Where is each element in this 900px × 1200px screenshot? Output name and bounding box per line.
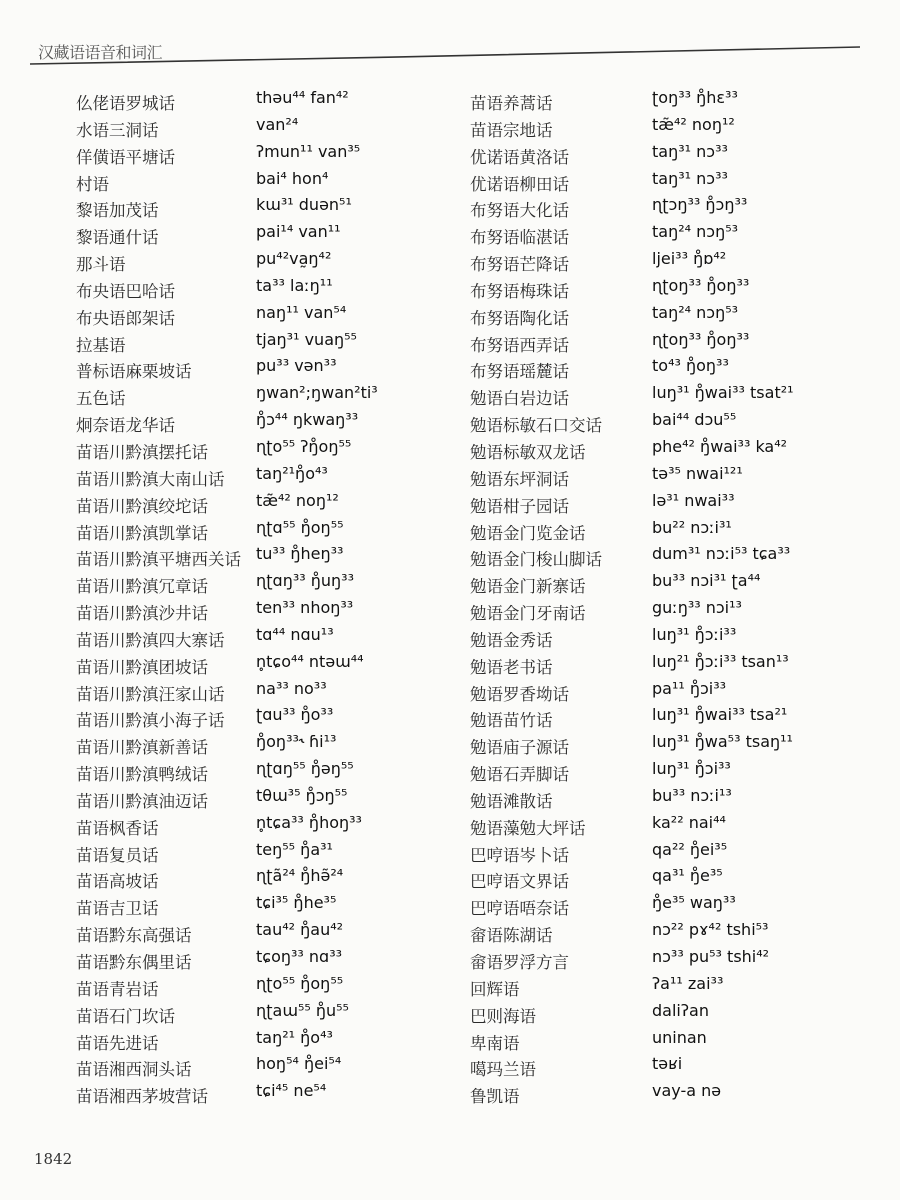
phonetic-form: ɳʈɑŋ⁵⁵ ŋ̊əŋ⁵⁵ <box>256 759 354 779</box>
language-name: 勉语柑子园话 <box>470 496 569 516</box>
phonetic-form: tæ̃⁴² noŋ¹² <box>256 490 339 510</box>
phonetic-form: ʈoŋ³³ ŋ̊hɛ³³ <box>652 88 738 107</box>
phonetic-form: ta³³ laːŋ¹¹ <box>256 275 333 295</box>
language-name: 苗语川黔滇摆托话 <box>76 442 208 462</box>
language-name: 炯奈语龙华话 <box>76 416 175 436</box>
phonetic-form: luŋ²¹ ŋ̊ɔːi³³ tsan¹³ <box>652 651 789 671</box>
language-name: 苗语川黔滇冗章话 <box>76 577 208 597</box>
phonetic-form: tjaŋ³¹ vuaŋ⁵⁵ <box>256 329 357 349</box>
phonetic-form: luŋ³¹ ŋ̊ɔi³³ <box>652 759 731 779</box>
language-name: 卑南语 <box>470 1033 520 1053</box>
language-name: 布央语巴哈话 <box>76 281 175 301</box>
language-name: 苗语川黔滇新善话 <box>76 738 208 758</box>
language-name: 布努语临湛话 <box>470 228 569 248</box>
phonetic-form: van²⁴ <box>256 114 299 134</box>
language-name: 鲁凯语 <box>470 1087 520 1107</box>
language-name: 苗语湘西茅坡营话 <box>76 1087 208 1107</box>
language-name: 布努语大化话 <box>470 201 569 221</box>
phonetic-form: naŋ¹¹ van⁵⁴ <box>256 302 347 322</box>
phonetic-form: bai⁴⁴ dɔu⁵⁵ <box>652 410 737 430</box>
phonetic-form: lə³¹ nwai³³ <box>652 490 735 510</box>
language-name: 苗语先进话 <box>76 1033 159 1053</box>
language-name: 苗语黔东偶里话 <box>76 953 192 972</box>
language-name: 巴哼语文界话 <box>470 872 569 892</box>
phonetic-form: ɳʈaɯ⁵⁵ ŋ̊u⁵⁵ <box>256 1000 349 1020</box>
language-name: 布央语郎架话 <box>76 308 175 328</box>
language-name: 勉语金门览金话 <box>470 523 586 543</box>
phonetic-form: ŋ̊ɔ⁴⁴ ŋkwaŋ³³ <box>256 410 359 430</box>
phonetic-form: tɕoŋ³³ nɑ³³ <box>256 947 343 966</box>
language-name: 勉语庙子源话 <box>470 738 569 758</box>
phonetic-form: bu³³ nɔi³¹ ʈa⁴⁴ <box>652 571 761 591</box>
phonetic-form: tɕi³⁵ ŋ̊he³⁵ <box>256 893 337 913</box>
language-name: 苗语川黔滇四大寨话 <box>76 630 225 650</box>
language-name: 勉语东坪洞话 <box>470 469 569 489</box>
language-name: 勉语标敏石口交话 <box>470 416 602 436</box>
language-name: 回辉语 <box>470 979 520 999</box>
language-name: 勉语金秀话 <box>470 630 553 650</box>
phonetic-form: qa²² ŋ̊ei³⁵ <box>652 839 728 859</box>
phonetic-form: tθɯ³⁵ ŋ̊ɔŋ⁵⁵ <box>256 785 348 805</box>
page-number: 1842 <box>34 1150 73 1168</box>
language-name: 勉语白岩边话 <box>470 389 569 409</box>
language-name: 勉语金门新寨话 <box>470 577 586 597</box>
phonetic-form: ʔa¹¹ zai³³ <box>652 973 724 993</box>
phonetic-form: na³³ no³³ <box>256 678 327 698</box>
phonetic-form: vay-a nə <box>652 1081 722 1101</box>
phonetic-form: taŋ²¹ŋ̊o⁴³ <box>256 463 328 483</box>
phonetic-form: taŋ³¹ nɔ³³ <box>652 168 728 188</box>
language-name: 布努语梅珠话 <box>470 281 569 301</box>
phonetic-form: ʈɑu³³ ŋ̊o³³ <box>256 705 334 725</box>
language-name: 优诺语柳田话 <box>470 174 569 194</box>
language-name: 勉语石弄脚话 <box>470 765 569 785</box>
language-name: 勉语老书话 <box>470 657 553 677</box>
phonetic-form: ka²² nai⁴⁴ <box>652 812 726 832</box>
language-name: 苗语川黔滇鸭绒话 <box>76 765 208 785</box>
phonetic-form: luŋ³¹ ŋ̊wa⁵³ tsaŋ¹¹ <box>652 732 793 752</box>
phonetic-form: hoŋ⁵⁴ ŋ̊ei⁵⁴ <box>256 1054 342 1074</box>
language-name: 苗语黔东高强话 <box>76 926 192 946</box>
phonetic-form: luŋ³¹ ŋ̊ɔːi³³ <box>652 624 737 644</box>
language-name: 拉基语 <box>76 335 126 355</box>
language-name: 佯僙语平塘话 <box>76 147 175 167</box>
phonetic-form: ten³³ nhoŋ³³ <box>256 598 354 618</box>
language-name: 勉语滩散话 <box>470 791 553 811</box>
phonetic-form: n̥tɕo⁴⁴ ntəɯ⁴⁴ <box>256 651 364 671</box>
phonetic-form: bai⁴ hon⁴ <box>256 168 329 188</box>
phonetic-form: tɕi⁴⁵ ne⁵⁴ <box>256 1081 327 1101</box>
language-name: 苗语川黔滇绞坨话 <box>76 496 208 516</box>
language-name: 普标语麻栗坡话 <box>76 362 192 382</box>
phonetic-form: tæ̃⁴² noŋ¹² <box>652 114 735 134</box>
phonetic-form: guːŋ³³ nɔi¹³ <box>652 598 742 618</box>
language-name: 勉语罗香坳话 <box>470 684 569 704</box>
phonetic-form: ɳʈoŋ³³ ŋ̊oŋ³³ <box>652 275 750 295</box>
language-name: 畲语罗浮方言 <box>470 953 569 972</box>
phonetic-form: pu³³ vən³³ <box>256 356 337 376</box>
phonetic-form: luŋ³¹ ŋ̊wai³³ tsat²¹ <box>652 383 794 403</box>
language-name: 苗语吉卫话 <box>76 899 159 919</box>
language-name: 优诺语黄洛话 <box>470 147 569 167</box>
phonetic-form: uninan <box>652 1027 707 1047</box>
language-name: 苗语川黔滇平塘西关话 <box>76 550 241 570</box>
language-name: 苗语高坡话 <box>76 872 159 892</box>
phonetic-form: ɳʈɑ⁵⁵ ŋ̊oŋ⁵⁵ <box>256 517 344 537</box>
running-header: 汉藏语语音和词汇 <box>38 43 163 62</box>
phonetic-form: tɑ⁴⁴ nɑu¹³ <box>256 624 334 644</box>
phonetic-form: daliʔan <box>652 1000 709 1020</box>
phonetic-form: ŋ̊e³⁵ waŋ³³ <box>652 893 736 913</box>
phonetic-form: qa³¹ ŋ̊e³⁵ <box>652 866 723 886</box>
phonetic-form: taŋ²⁴ nɔŋ⁵³ <box>652 302 739 322</box>
phonetic-form: ɳʈɔŋ³³ ŋ̊ɔŋ³³ <box>652 195 748 215</box>
phonetic-form: dum³¹ nɔːi⁵³ tɕa³³ <box>652 544 791 564</box>
phonetic-form: tu³³ ŋ̊heŋ³³ <box>256 544 344 564</box>
language-name: 村语 <box>76 174 109 194</box>
language-name: 布努语芒降话 <box>470 255 569 275</box>
language-name: 勉语苗竹话 <box>470 711 553 731</box>
phonetic-form: taŋ²⁴ nɔŋ⁵³ <box>652 222 739 242</box>
language-name: 勉语标敏双龙话 <box>470 442 586 462</box>
phonetic-form: teŋ⁵⁵ ŋ̊a³¹ <box>256 839 333 859</box>
phonetic-form: nɔ³³ pu⁵³ tshi⁴² <box>652 947 770 966</box>
phonetic-form: tə³⁵ nwai¹²¹ <box>652 463 743 483</box>
phonetic-form: n̥tɕa³³ ŋ̊hoŋ³³ <box>256 812 362 832</box>
language-name: 苗语青岩话 <box>76 979 159 999</box>
language-name: 五色话 <box>76 389 126 409</box>
phonetic-form: bu²² nɔːi³¹ <box>652 517 732 537</box>
phonetic-form: pai¹⁴ van¹¹ <box>256 222 341 242</box>
language-name: 勉语藻勉大坪话 <box>470 818 586 838</box>
language-name: 苗语川黔滇凯掌话 <box>76 523 208 543</box>
phonetic-form: ɳʈo⁵⁵ ʔŋ̊oŋ⁵⁵ <box>256 436 352 456</box>
language-name: 苗语川黔滇沙井话 <box>76 604 208 624</box>
language-name: 苗语养蒿话 <box>470 94 553 113</box>
language-name: 那斗语 <box>76 255 126 275</box>
phonetic-form: to⁴³ ŋ̊oŋ³³ <box>652 356 729 376</box>
phonetic-form: taŋ³¹ nɔ³³ <box>652 141 728 161</box>
language-name: 仫佬语罗城话 <box>76 94 175 113</box>
phonetic-form: pa¹¹ ŋ̊ɔi³³ <box>652 678 727 698</box>
language-name: 苗语复员话 <box>76 845 159 865</box>
language-name: 苗语枫香话 <box>76 818 159 838</box>
phonetic-form: tau⁴² ŋ̊au⁴² <box>256 920 344 940</box>
language-name: 巴则海语 <box>470 1006 536 1026</box>
phonetic-form: phe⁴² ŋ̊wai³³ ka⁴² <box>652 436 788 456</box>
phonetic-form: ljei³³ ŋ̊ɒ⁴² <box>652 249 727 269</box>
language-name: 布努语瑶麓话 <box>470 362 569 382</box>
phonetic-form: pu⁴²va̰ŋ⁴² <box>256 249 332 269</box>
language-name: 巴哼语唔奈话 <box>470 899 569 919</box>
phonetic-form: ʔmun¹¹ van³⁵ <box>256 141 361 161</box>
phonetic-form: təʁi <box>652 1054 683 1074</box>
language-name: 苗语川黔滇小海子话 <box>76 711 225 731</box>
phonetic-form: ŋwan²;ŋwan²ti³ <box>256 383 378 403</box>
language-name: 苗语川黔滇油迈话 <box>76 791 208 811</box>
phonetic-form: ŋ̊oŋ³³˞ ɦi¹³ <box>256 732 337 752</box>
phonetic-form: nɔ²² pɤ⁴² tshi⁵³ <box>652 920 769 940</box>
language-name: 苗语川黔滇汪家山话 <box>76 684 225 704</box>
language-name: 巴哼语岑卜话 <box>470 845 569 865</box>
phonetic-form: thəu⁴⁴ fan⁴² <box>256 88 349 107</box>
language-name: 黎语通什话 <box>76 228 159 248</box>
language-name: 勉语金门梭山脚话 <box>470 550 602 570</box>
language-name: 苗语石门坎话 <box>76 1006 175 1026</box>
language-name: 黎语加茂话 <box>76 201 159 221</box>
language-name: 畲语陈湖话 <box>470 926 553 946</box>
phonetic-form: ɳʈoŋ³³ ŋ̊oŋ³³ <box>652 329 750 349</box>
language-name: 布努语西弄话 <box>470 335 569 355</box>
phonetic-form: bu³³ nɔːi¹³ <box>652 785 732 805</box>
phonetic-form: ɳʈɑŋ³³ ŋ̊uŋ³³ <box>256 571 355 591</box>
language-name: 苗语宗地话 <box>470 120 553 140</box>
phonetic-form: ɳʈo⁵⁵ ŋ̊oŋ⁵⁵ <box>256 973 344 993</box>
phonetic-form: taŋ²¹ ŋ̊o⁴³ <box>256 1027 333 1047</box>
phonetic-form: ɳʈã²⁴ ŋ̊hə̃²⁴ <box>256 866 344 886</box>
language-name: 勉语金门牙南话 <box>470 604 586 624</box>
language-name: 苗语湘西洞头话 <box>76 1060 192 1080</box>
language-name: 水语三洞话 <box>76 120 159 140</box>
language-name: 苗语川黔滇大南山话 <box>76 469 225 489</box>
phonetic-form: luŋ³¹ ŋ̊wai³³ tsa²¹ <box>652 705 788 725</box>
language-name: 布努语陶化话 <box>470 308 569 328</box>
phonetic-form: kɯ³¹ duən⁵¹ <box>256 195 352 215</box>
language-name: 苗语川黔滇团坡话 <box>76 657 208 677</box>
language-name: 噶玛兰语 <box>470 1060 536 1080</box>
